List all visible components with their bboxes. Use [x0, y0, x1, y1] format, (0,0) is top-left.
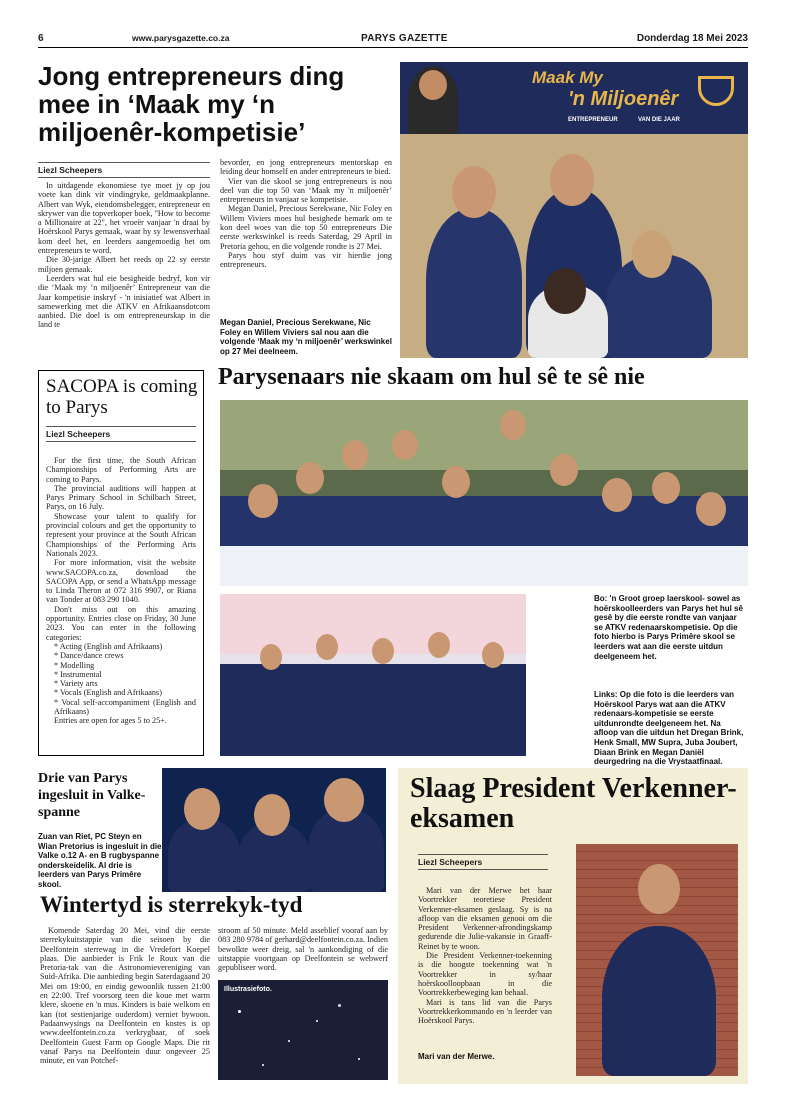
- paragraph: Vier van die skool se jong entrepreneurs is nou deel van die top 50 van ‘Maak my 'n miljoenêr’ entrepreneurs in vanjaar se kompetisie.: [220, 176, 392, 205]
- page-header: [38, 30, 748, 48]
- paragraph: Die 30-jarige Albert het reeds op 22 sy eerste miljoen gemaak.: [38, 255, 210, 274]
- primary-school-group-photo: [220, 400, 748, 586]
- student-head: [442, 466, 470, 498]
- student-head: [392, 430, 418, 460]
- student-head: [260, 644, 282, 670]
- photo-caption-left: Links: Op die foto is die leerders van Hoërskool Parys wat aan die ATKV redenaars-kompetisie se eerste uitdunrondte deelgeneem het. Na afloop van die uitdun het Dregan Brink, Henk Small, MW Supra, Juba Joubert, Diaan Brink en Megan Daniël deurgedring na die Vrystaatfinaal.: [594, 690, 744, 767]
- winter-title: Wintertyd is sterrekyk-tyd: [40, 892, 303, 917]
- tree-background: [220, 400, 748, 470]
- paragraph: Don't miss out on this amazing opportunity. Entries close on Friday, 30 June 2023. You can enter in the following categories:: [46, 604, 196, 642]
- stars-photo: [218, 980, 388, 1080]
- banner-line1: Maak My: [532, 68, 603, 87]
- star-icon: [262, 1064, 264, 1066]
- paragraph: Die President Verkenner-toekenning is die hoogste toekenning wat 'n Voortrekker in sy/haar hoërskoolloopbaan in die Voortrekkerbeweging kan behaal.: [418, 951, 552, 998]
- category-item: * Vocals (English and Afrikaans): [54, 688, 162, 698]
- student-head: [652, 472, 680, 504]
- sacopa-title: SACOPA is coming to Parys: [46, 376, 198, 418]
- student-head: [296, 462, 324, 494]
- star-icon: [316, 1020, 318, 1022]
- category-item: * Acting (English and Afrikaans): [54, 641, 163, 651]
- paragraph: Showcase your talent to qualify for provincial colours and get the opportunity to represent your province at the South African Championships of the Performing Arts Nationals 2023.: [46, 511, 196, 558]
- page-number: 6: [38, 33, 44, 44]
- paragraph: Mari is tans lid van die Parys Voortrekkerkommando en 'n leerder van Hoërskool Parys.: [418, 997, 552, 1026]
- student-head: [482, 642, 504, 668]
- paragraph: Entries are open for ages 5 to 25+.: [54, 716, 167, 726]
- high-school-group-photo: [220, 594, 526, 756]
- player-head: [254, 794, 290, 836]
- entrepreneurs-photo: [400, 62, 748, 358]
- paragraph: Parys hou styf duim vas vir hierdie jong entrepreneurs.: [220, 250, 392, 270]
- winter-column-2: [218, 926, 388, 976]
- student-head: [316, 634, 338, 660]
- students-shirts: [220, 546, 748, 586]
- paragraph: bevorder, en jong entrepreneurs mentorskap en leiding deur homself en ander entrepreneurs te bied.: [220, 158, 392, 177]
- slaag-body: [418, 886, 552, 1046]
- paragraph: The provincial auditions will happen at Parys Primary School in Schilbach Street, Parys, on 16 July.: [46, 483, 196, 512]
- winter-column-1: [40, 926, 210, 1092]
- sacopa-body: [46, 456, 196, 752]
- paragraph: In uitdagende ekonomiese tye moet jy op jou voete kan dink vir vindingryke, geldmaakplanne. Albert van Wyk, eiendomsbelegger, entrepreneur en skrywer van die topverkoper boek, "How to become a Millionaire at 22", het vroeër vanjaar 'n draai by Hoërskool Parys gemaak, waar hy sy lewensverhaal kom deel het, en leerders aangemoedig het om entrepreneurs te word.: [38, 181, 210, 256]
- category-item: * Modelling: [54, 660, 95, 670]
- star-icon: [238, 1010, 241, 1013]
- player-head: [184, 788, 220, 830]
- student-head: [550, 154, 594, 206]
- paragraph: Komende Saterdag 20 Mei, vind die eerste sterrekykuitstappie van die seisoen by die Deelfontein sterrewag in die Vredefort Koepel plaas. Die aanbieder is Frik le Roux van die Pretoria-tak van die Astronomievereniging van Suid-Afrika. Die aanbieding begin Saterdagaand 20 Mei om 19:00, en eindig gewoonlik tussen 21:00 en 22:00. Tref voorsorg teen die koue met warm klere, skoene en 'n mus. Kinders is baie welkom en kan (tot sestienjarige ouderdom) verniet bywoon. Padaanwysings na Deelfontein en kostes is op www.deelfontein.co.za verkrygbaar, of soek Deelfontein Guest Farm op Google Maps. Die rit vanaf Parys na Deelfontein duur ongeveer 25 minute, en van Potchef-: [40, 926, 210, 1066]
- paragraph: Mari van der Merwe het haar Voortrekker teoretiese President Verkenner-eksamen geslaag. Sy is na afloop van die eksamen genooi om die President Verkenner-afrondingskamp gedurende die Julie-vakansie in Graaff-Reinet by te woon.: [418, 886, 552, 951]
- byline: Liezl Scheepers: [38, 162, 210, 178]
- student-head: [452, 166, 496, 218]
- students-blazers: [220, 664, 526, 756]
- article-title-parysenaars: Parysenaars nie skaam om hul sê te sê nie: [218, 364, 645, 390]
- paragraph: stroom af 50 minute. Meld asseblief vooraf aan by 083 280 9784 of gerhard@deelfontein.co.za. Indien bewolkte weer dreig, sal 'n aankondiging of die uitstappie voortgaan op Deelfontein se webwerf gepubliseer word.: [218, 926, 388, 973]
- presenter-head: [419, 70, 447, 100]
- issue-date: Donderdag 18 Mei 2023: [636, 33, 748, 44]
- valke-caption: Zuan van Riet, PC Steyn en Wian Pretorius is ingesluit in die Valke o.12 A- en B rugbyspanne onderskeidelik. Al drie is leerders van Parys Primêre skool.: [38, 832, 162, 889]
- voortrekker-head: [638, 864, 680, 914]
- student-head: [500, 410, 526, 440]
- slaag-caption: Mari van der Merwe.: [418, 1052, 495, 1061]
- student-head: [544, 268, 586, 314]
- paragraph: For the first time, the South African Championships of Performing Arts are coming to Parys.: [46, 456, 196, 484]
- category-item: * Dance/dance crews: [54, 651, 124, 661]
- article-column-2: [220, 158, 392, 308]
- student-head: [602, 478, 632, 512]
- valke-photo: [162, 768, 386, 892]
- masthead: PARYS GAZETTE: [361, 33, 448, 44]
- trophy-icon: [698, 76, 734, 106]
- star-icon: [288, 1040, 290, 1042]
- category-item: * Variety arts: [54, 679, 98, 689]
- paragraph: Leerders wat hul eie besigheide bedryf, kon vir die ‘Maak my ‘n miljoenêr’ Entrepreneur van die Jaar kompetisie inskryf - 'n inisiatief wat Albert in samewerking met die ATKV en Afrikaansdotcom aanbied. Die doel is om entrepreneurskap in die land te: [38, 273, 210, 330]
- competition-banner: [400, 62, 748, 134]
- student-head: [696, 492, 726, 526]
- banner-sub1: ENTREPRENEUR: [568, 117, 618, 123]
- valke-title: Drie van Parys ingesluit in Valke-spanne: [38, 771, 146, 820]
- student-head: [632, 230, 672, 278]
- student-figure: [426, 208, 522, 358]
- byline: Liezl Scheepers: [46, 426, 196, 442]
- article-title-entrepreneurs: Jong entrepreneurs ding mee in ‘Maak my ‘n miljoenêr-kompetisie’: [38, 61, 345, 147]
- banner-sub2: VAN DIE JAAR: [638, 117, 680, 123]
- banner-line2: 'n Miljoenêr: [568, 88, 679, 110]
- category-item: * Vocal self-accompaniment (English and Afrikaans): [54, 697, 196, 717]
- photo-label[interactable]: Illustrasiefoto.: [224, 986, 272, 993]
- mari-photo: [576, 844, 738, 1076]
- paragraph: For more information, visit the website www.SACOPA.co.za, download the SACOPA App, or send a WhatsApp message to Linda Theron at 072 316 9907, or Riana van Tonder at 083 290 1040.: [46, 558, 196, 605]
- photo-caption: Megan Daniel, Precious Serekwane, Nic Foley en Willem Viviers sal nou aan die volgende ‘Maak my ‘n miljoenêr’ werkswinkel op 27 Mei deelneem.: [220, 318, 392, 356]
- student-head: [248, 484, 278, 518]
- byline: Liezl Scheepers: [418, 854, 548, 870]
- student-head: [550, 454, 578, 486]
- header-url[interactable]: www.parysgazette.co.za: [132, 33, 230, 43]
- star-icon: [358, 1058, 360, 1060]
- article-column-1: [38, 181, 210, 361]
- star-icon: [338, 1004, 341, 1007]
- student-head: [372, 638, 394, 664]
- student-head: [428, 632, 450, 658]
- student-head: [342, 440, 368, 470]
- voortrekker-figure: [602, 926, 716, 1076]
- photo-caption-top: Bo: 'n Groot groep laerskool- sowel as hoërskoolleerders van Parys het hul sê gesê by die eerste rondte van vanjaar se ATKV redenaarskompetisie. Op die foto hierbo is Parys Primêre skool se leerders wat aan die eerste uitdun deelgeneem het.: [594, 594, 743, 661]
- paragraph: Megan Daniel, Precious Serekwane, Nic Foley en Willem Viviers moes hul besighede bemark om te kon deel woes van die top 50 entrepreneurs Die eerste werkswinkel is reeds Saterdag, 29 April in Pretoria gehou, en die volgende rondte is 27 Mei.: [220, 204, 392, 251]
- category-item: * Instrumental: [54, 669, 102, 679]
- slaag-title: Slaag President Verkenner-eksamen: [410, 773, 737, 834]
- player-head: [324, 778, 364, 822]
